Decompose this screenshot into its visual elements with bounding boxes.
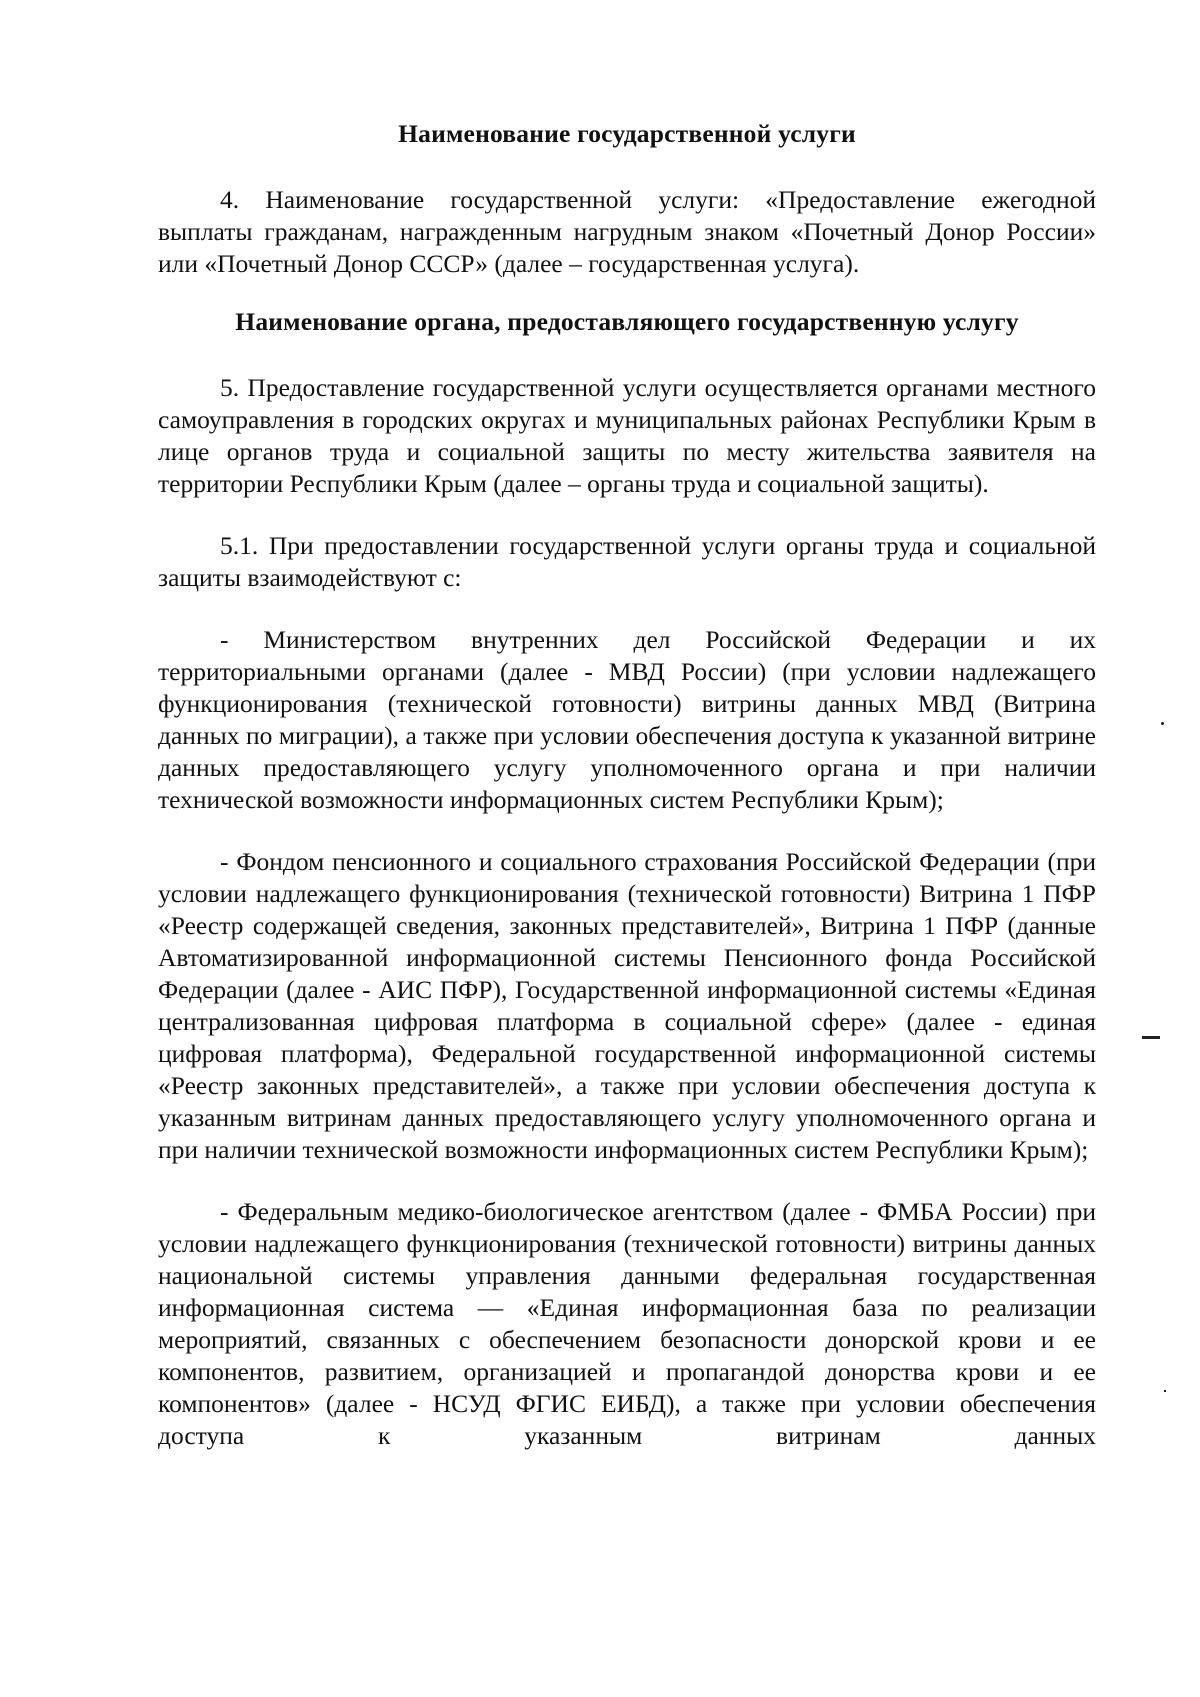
section-heading-service-name: Наименование государственной услуги <box>398 119 856 148</box>
document-body <box>158 118 1096 1452</box>
scan-speck <box>1161 722 1164 725</box>
section-heading-providing-body: Наименование органа, предоставляющего государственную услугу <box>235 307 1019 336</box>
list-item-sfr: - Фондом пенсионного и социального страхования Российской Федерации (при условии надлежащего функционирования (технической готовности) Витрина 1 ПФР «Реестр содержащей сведения, законных представителей», Витрина 1 ПФР (данные Автоматизированной информационной системы Пенсионного фонда Российской Федерации (далее - АИС ПФР), Государственной информационной системы «Единая централизованная цифровая платформа в социальной сфере» (далее - единая цифровая платформа), Федеральной государственной информационной системы «Реестр законных представителей», а также при условии обеспечения доступа к указанным витринам данных предоставляющего услугу уполномоченного органа и при наличии технической возможности информационных систем Республики Крым); <box>158 847 1096 1164</box>
list-item-mvd: - Министерством внутренних дел Российской Федерации и их территориальными органами (далее - МВД России) (при условии надлежащего функционирования (технической готовности) витрины данных МВД (Витрина данных по миграции), а также при условии обеспечения доступа к указанной витрине данных предоставляющего услугу уполномоченного органа и при наличии технической возможности информационных систем Республики Крым); <box>158 625 1096 814</box>
paragraph-5-1: 5.1. При предоставлении государственной услуги органы труда и социальной защиты взаимодействуют с: <box>158 531 1096 592</box>
scan-dash-mark <box>1142 1036 1160 1039</box>
paragraph-4: 4. Наименование государственной услуги: «Предоставление ежегодной выплаты гражданам, награжденным нагрудным знаком «Почетный Донор России» или «Почетный Донор СССР» (далее – государственная услуга). <box>158 185 1096 278</box>
paragraph-5: 5. Предоставление государственной услуги осуществляется органами местного самоуправления в городских округах и муниципальных районах Республики Крым в лице органов труда и социальной защиты по месту жительства заявителя на территории Республики Крым (далее – органы труда и социальной защиты). <box>158 373 1096 498</box>
scan-speck <box>1164 1390 1166 1392</box>
list-item-fmba: - Федеральным медико-биологическое агентством (далее - ФМБА России) при условии надлежащего функционирования (технической готовности) витрины данных национальной системы управления данными федеральная государственная информационная система — «Единая информационная база по реализации мероприятий, связанных с обеспечением безопасности донорской крови и ее компонентов, развитием, организацией и пропагандой донорства крови и ее компонентов» (далее - НСУД ФГИС ЕИБД), а также при условии обеспечения доступа к указанным витринам данных <box>158 1197 1096 1450</box>
